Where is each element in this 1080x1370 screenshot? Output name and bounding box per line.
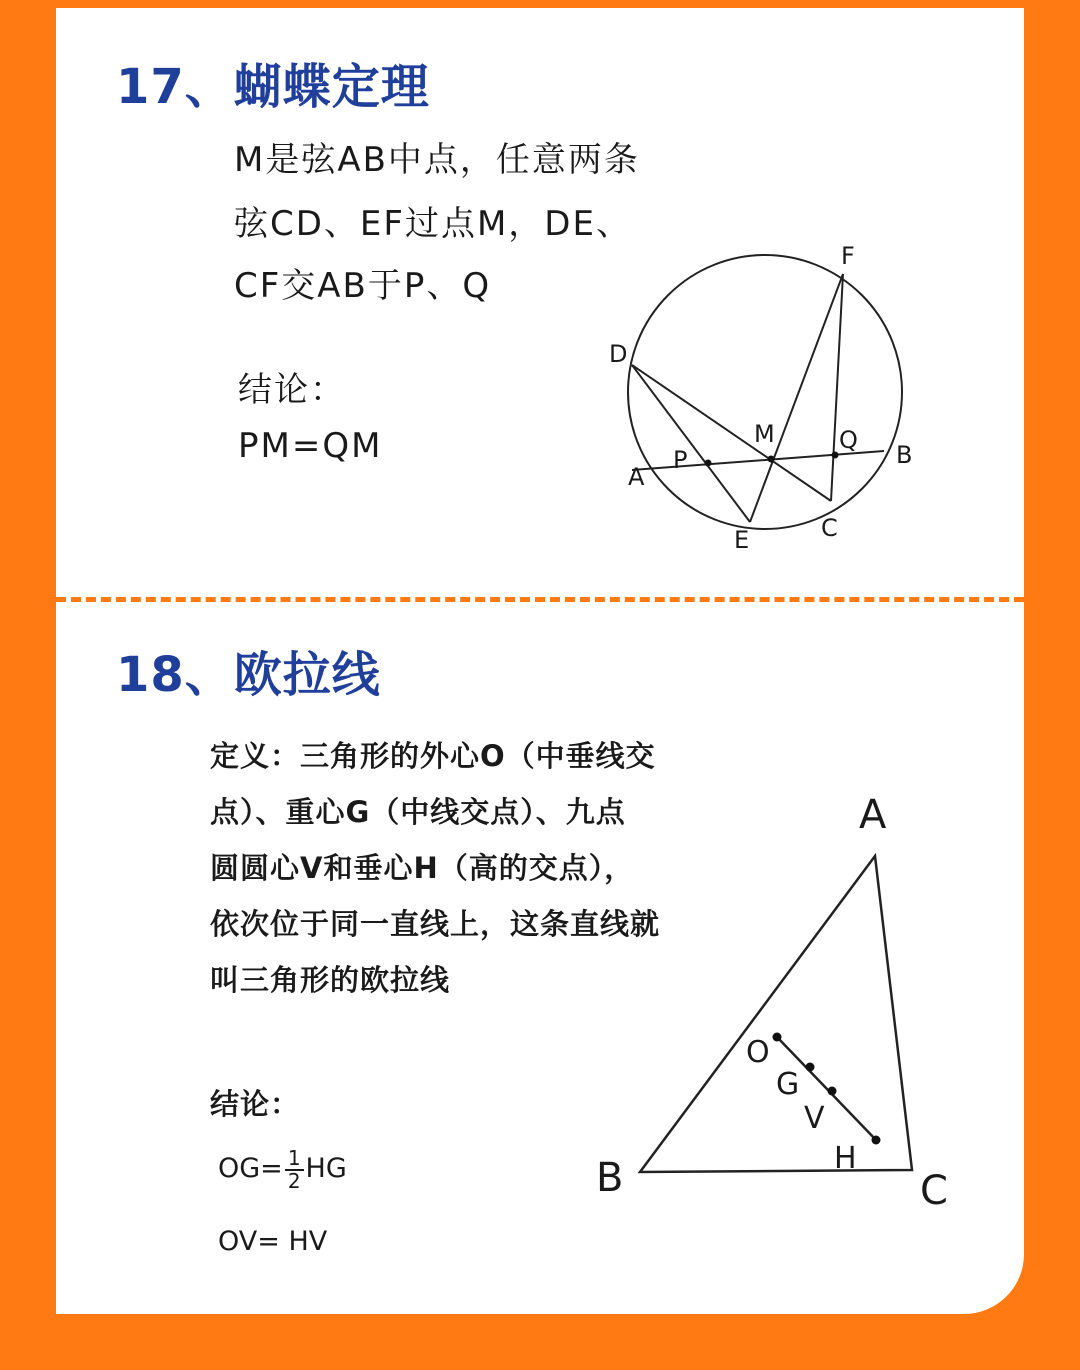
euler-line-figure [56, 598, 1024, 1314]
formula-og-left: OG= [218, 1153, 283, 1184]
label-C: C [821, 514, 838, 542]
butterfly-figure [56, 8, 1024, 598]
label-G: G [776, 1067, 800, 1102]
formula-og-right: HG [305, 1153, 347, 1184]
section18-title: 18、欧拉线 [116, 647, 381, 703]
point-Q [832, 452, 839, 459]
formula-ov-hv: OV= HV [218, 1226, 328, 1257]
section18-def-line-5: 叫三角形的欧拉线 [210, 963, 451, 997]
label-H: H [834, 1141, 857, 1176]
section17-title: 17、蝴蝶定理 [116, 59, 430, 115]
label-A: A [628, 463, 645, 491]
label-A: A [859, 792, 887, 838]
section18-def-line-4: 依次位于同一直线上，这条直线就 [210, 907, 661, 941]
point-O [773, 1033, 782, 1042]
section18-def-line-1: 定义：三角形的外心O（中垂线交 [210, 739, 656, 773]
label-B: B [596, 1155, 624, 1201]
section17-desc-line-2: 弦CD、EF过点M，DE、 [234, 204, 632, 244]
segment-FC [831, 274, 843, 501]
section17-conclusion-label: 结论： [238, 370, 346, 410]
section18-def-line-2: 点）、重心G（中线交点）、九点 [210, 795, 626, 829]
section17-desc-line-1: M是弦AB中点，任意两条 [234, 140, 640, 180]
point-H [872, 1136, 881, 1145]
label-Q: Q [839, 426, 858, 454]
point-P [705, 460, 712, 467]
content-card [56, 8, 1024, 1314]
point-V [828, 1087, 837, 1096]
section18-conclusion-label: 结论： [210, 1087, 301, 1121]
point-G [806, 1063, 815, 1072]
label-M: M [754, 420, 775, 448]
label-F: F [841, 242, 855, 270]
label-P: P [673, 446, 688, 474]
label-O: O [746, 1035, 770, 1070]
label-V: V [804, 1101, 825, 1136]
label-B: B [896, 441, 913, 469]
section18-def-line-3: 圆圆心V和垂心H（高的交点）， [210, 851, 635, 885]
triangle-ABC [640, 856, 912, 1172]
circle [628, 255, 902, 529]
label-D: D [609, 340, 628, 368]
fraction-numerator: 1 [285, 1148, 304, 1171]
fraction-denominator: 2 [287, 1169, 301, 1193]
point-M [768, 456, 775, 463]
label-C: C [920, 1168, 948, 1214]
section17-conclusion: PM=QM [238, 426, 383, 466]
chord-FE [750, 274, 843, 522]
section17-desc-line-3: CF交AB于P、Q [234, 266, 492, 306]
label-E: E [734, 526, 750, 554]
segment-DE [632, 365, 750, 522]
